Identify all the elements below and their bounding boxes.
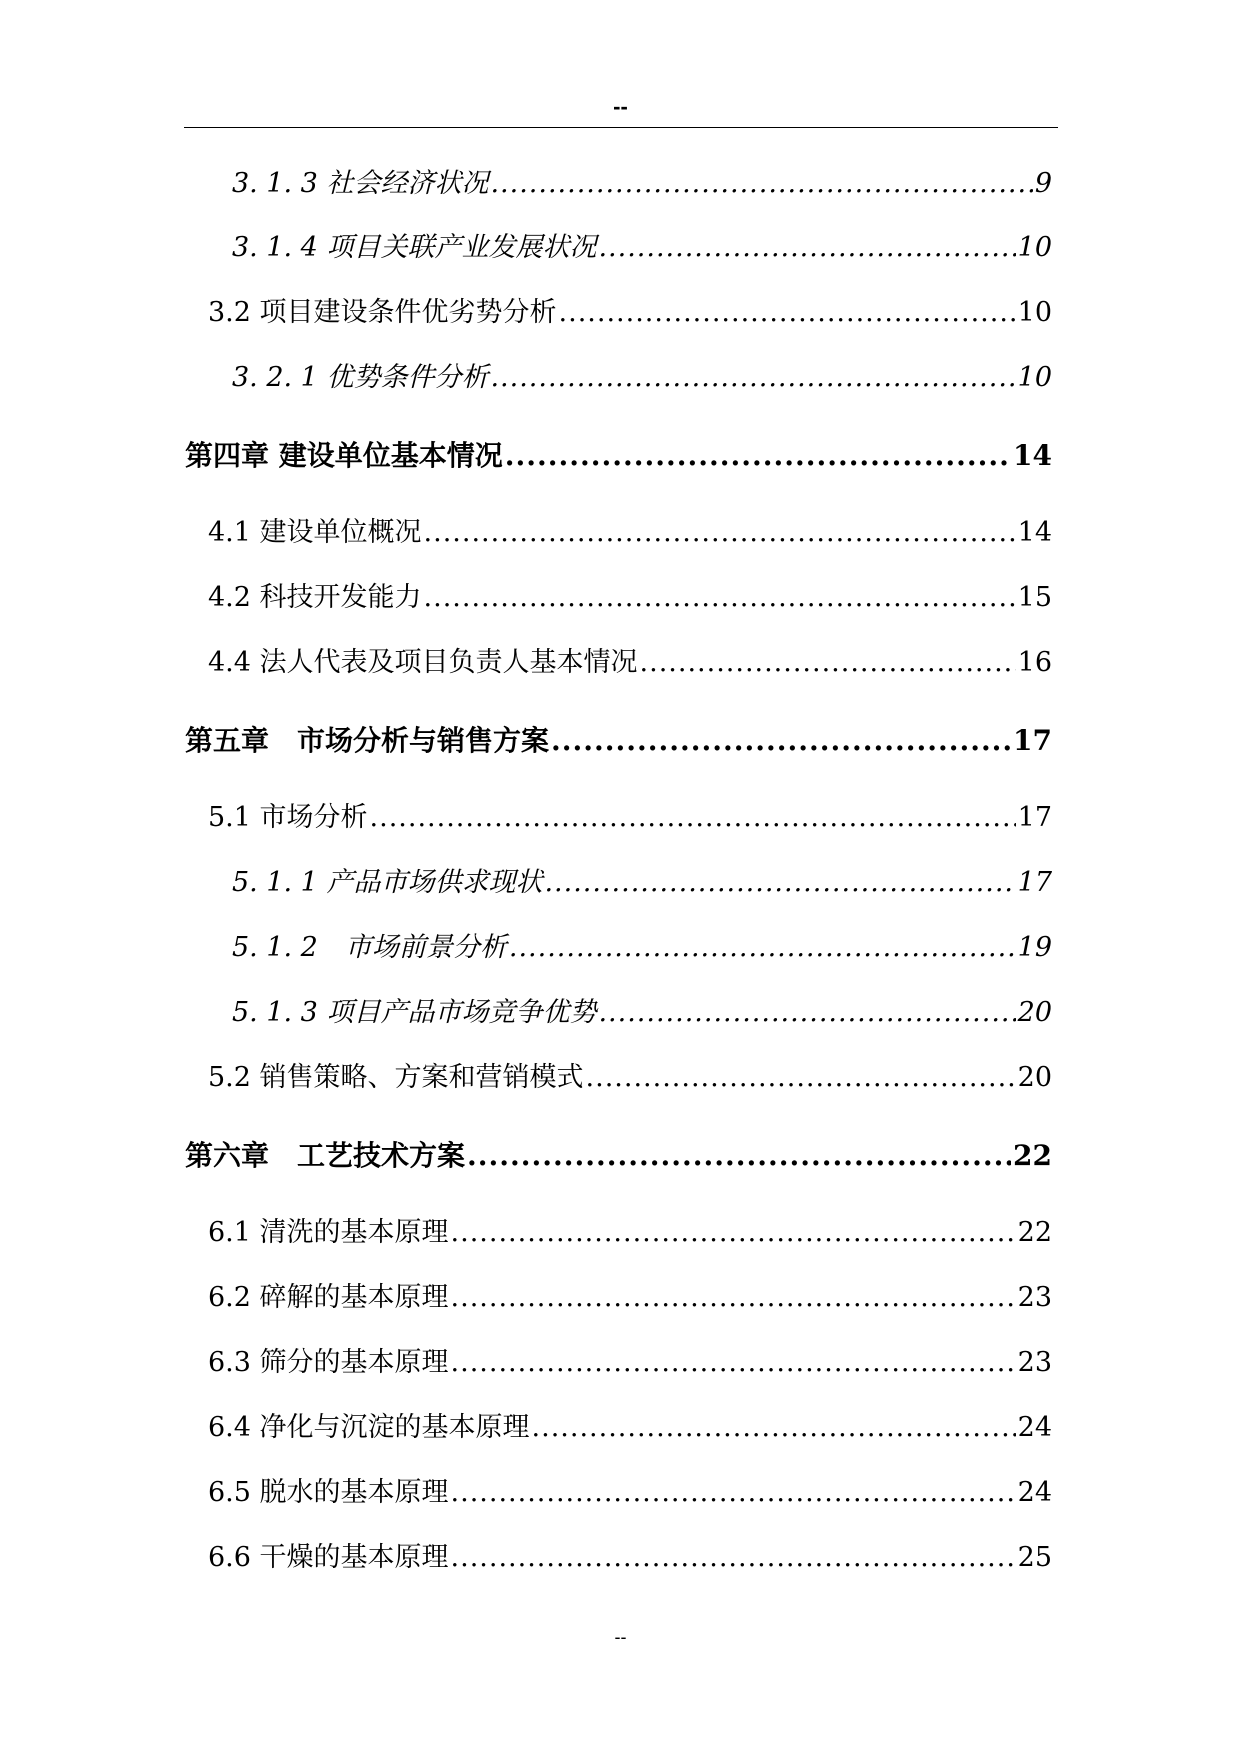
toc-entry[interactable] <box>208 1058 1052 1098</box>
toc-entry[interactable] <box>232 358 1052 398</box>
toc-entry-label: 6.1 清洗的基本原理 <box>208 1217 449 1248</box>
toc-dot-leader <box>451 1538 1016 1578</box>
toc-dot-leader <box>490 358 1015 398</box>
toc-page-number: 19 <box>1017 932 1052 963</box>
toc-entry[interactable] <box>208 798 1052 838</box>
toc-dot-leader <box>424 578 1016 618</box>
toc-dot-leader <box>598 993 1015 1033</box>
header-rule <box>184 127 1058 128</box>
toc-page-number: 9 <box>1034 168 1052 199</box>
toc-entry-label: 6.5 脱水的基本原理 <box>208 1477 449 1508</box>
toc-entry-label: 第四章 建设单位基本情况 <box>185 439 503 472</box>
toc-entry-label: 3. 2. 1 优势条件分析 <box>232 362 489 393</box>
page-footer-mark: -- <box>614 1627 627 1647</box>
toc-entry[interactable] <box>232 863 1052 903</box>
toc-chapter-entry[interactable] <box>185 1136 1052 1176</box>
toc-entry-label: 5. 1. 2 市场前景分析 <box>232 932 507 963</box>
toc-dot-leader <box>490 164 1032 204</box>
toc-entry-label: 3.2 项目建设条件优劣势分析 <box>208 297 557 328</box>
toc-entry-label: 5. 1. 1 产品市场供求现状 <box>232 867 543 898</box>
toc-entry[interactable] <box>208 1213 1052 1253</box>
toc-entry-label: 第六章 工艺技术方案 <box>185 1139 466 1172</box>
toc-page-number: 17 <box>1013 724 1052 757</box>
toc-entry-label: 6.2 碎解的基本原理 <box>208 1282 449 1313</box>
toc-entry[interactable] <box>208 1473 1052 1513</box>
toc-page-number: 20 <box>1017 1062 1052 1093</box>
toc-dot-leader <box>451 1213 1016 1253</box>
toc-page-number: 25 <box>1017 1542 1052 1573</box>
toc-dot-leader <box>598 228 1015 268</box>
toc-dot-leader <box>559 293 1016 333</box>
toc-entry-label: 5.2 销售策略、方案和营销模式 <box>208 1062 584 1093</box>
toc-page-number: 10 <box>1017 362 1052 393</box>
toc-dot-leader <box>370 798 1016 838</box>
toc-entry[interactable] <box>208 293 1052 333</box>
toc-page-number: 24 <box>1017 1412 1052 1443</box>
toc-dot-leader <box>451 1473 1016 1513</box>
toc-chapter-entry[interactable] <box>185 436 1052 476</box>
toc-entry[interactable] <box>232 228 1052 268</box>
toc-dot-leader <box>451 1278 1016 1318</box>
toc-page-number: 17 <box>1017 802 1052 833</box>
toc-page-number: 10 <box>1017 232 1052 263</box>
toc-entry-label: 6.3 筛分的基本原理 <box>208 1347 449 1378</box>
toc-dot-leader <box>467 1136 1011 1176</box>
toc-page-number: 22 <box>1013 1139 1052 1172</box>
toc-page-number: 22 <box>1017 1217 1052 1248</box>
toc-entry-label: 5.1 市场分析 <box>208 802 368 833</box>
toc-entry-label: 4.1 建设单位概况 <box>208 517 422 548</box>
toc-entry[interactable] <box>208 1278 1052 1318</box>
toc-entry[interactable] <box>208 643 1052 683</box>
toc-entry[interactable] <box>232 164 1052 204</box>
toc-entry-label: 5. 1. 3 项目产品市场竞争优势 <box>232 997 597 1028</box>
toc-page-number: 20 <box>1017 997 1052 1028</box>
toc-entry[interactable] <box>208 513 1052 553</box>
toc-entry[interactable] <box>232 993 1052 1033</box>
toc-page-number: 10 <box>1017 297 1052 328</box>
toc-dot-leader <box>640 643 1016 683</box>
toc-entry-label: 3. 1. 4 项目关联产业发展状况 <box>232 232 597 263</box>
toc-entry-label: 4.4 法人代表及项目负责人基本情况 <box>208 647 638 678</box>
toc-entry-label: 第五章 市场分析与销售方案 <box>185 724 550 757</box>
toc-page-number: 17 <box>1017 867 1052 898</box>
toc-dot-leader <box>586 1058 1016 1098</box>
toc-page-number: 24 <box>1017 1477 1052 1508</box>
toc-dot-leader <box>544 863 1015 903</box>
toc-dot-leader <box>532 1408 1016 1448</box>
toc-entry[interactable] <box>208 1408 1052 1448</box>
toc-page-number: 14 <box>1013 439 1052 472</box>
toc-dot-leader <box>505 436 1011 476</box>
toc-entry-label: 3. 1. 3 社会经济状况 <box>232 168 489 199</box>
toc-page-number: 23 <box>1017 1282 1052 1313</box>
toc-entry[interactable] <box>208 578 1052 618</box>
toc-entry[interactable] <box>232 928 1052 968</box>
toc-dot-leader <box>509 928 1016 968</box>
toc-entry-label: 6.4 净化与沉淀的基本原理 <box>208 1412 530 1443</box>
toc-dot-leader <box>451 1343 1016 1383</box>
toc-page-number: 16 <box>1017 647 1052 678</box>
toc-chapter-entry[interactable] <box>185 721 1052 761</box>
toc-entry-label: 4.2 科技开发能力 <box>208 582 422 613</box>
toc-page-number: 15 <box>1017 582 1052 613</box>
page-header-mark: -- <box>613 94 628 119</box>
toc-page-number: 23 <box>1017 1347 1052 1378</box>
toc-entry[interactable] <box>208 1343 1052 1383</box>
toc-entry-label: 6.6 干燥的基本原理 <box>208 1542 449 1573</box>
toc-dot-leader <box>424 513 1016 553</box>
toc-entry[interactable] <box>208 1538 1052 1578</box>
toc-page-number: 14 <box>1017 517 1052 548</box>
toc-dot-leader <box>551 721 1011 761</box>
